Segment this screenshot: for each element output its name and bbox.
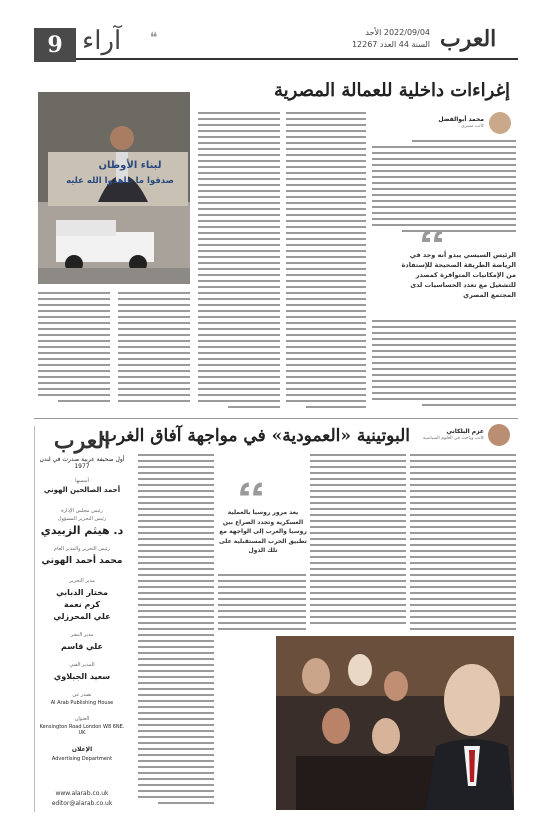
photo-banner-line2: صدقوا ما عاهدوا الله عليه <box>66 176 174 186</box>
article1-headline: إغراءات داخلية للعمالة المصرية <box>274 80 510 101</box>
article1-column-1-top <box>372 138 516 238</box>
text-lines-placeholder <box>198 110 280 414</box>
article1-photo <box>38 92 190 284</box>
masthead-logo: العرب <box>440 26 497 52</box>
text-lines-placeholder <box>310 450 406 632</box>
pull-quote-icon <box>238 480 264 498</box>
imprint-masthead: العرب <box>53 428 111 454</box>
text-lines-placeholder <box>372 138 516 238</box>
imprint-publisher: Al Arab Publishing House <box>50 700 114 706</box>
article2-pull-quote: يعد مرور روسيا بالعملية العسكرية وتجدد الصراع بين روسيا والغرب إلى الواجهة مع تطبيق الحرب المستقبلية على تلك الدول <box>219 509 307 554</box>
article-divider <box>34 418 518 419</box>
author2-name: عزم البلكاني <box>446 428 484 435</box>
imprint-address-title: العنوان <box>74 716 90 722</box>
issue-date: 2022/09/04 الأحد <box>365 28 430 37</box>
imprint-art-title: المدير الفني <box>69 662 95 668</box>
pull-quote-icon <box>420 228 444 244</box>
sisi-pickup-photo-illustration <box>38 92 190 284</box>
imprint-design-title: مدير النشر <box>70 632 94 638</box>
header-rule <box>34 58 518 60</box>
page-number-box: 9 <box>34 28 76 62</box>
imprint-editor: محمد أحمد الهوني <box>41 556 123 566</box>
photo-banner-line1: لبناء الأوطان <box>98 160 162 171</box>
imprint-chair-title: رئيس مجلس الإدارة <box>61 508 103 514</box>
article1-column-1-bottom <box>372 318 516 414</box>
imprint-design: علي قاسم <box>61 642 103 651</box>
section-title: آراء <box>82 26 122 56</box>
imprint-deputy-1: مختار الدبابي <box>56 588 108 597</box>
article1-column-4 <box>38 290 190 414</box>
putin-wax-figures-illustration <box>276 636 514 810</box>
article1-column-2 <box>286 110 366 414</box>
text-lines-placeholder <box>286 110 366 414</box>
imprint-deputy-title: مدير التحرير <box>69 578 95 584</box>
article1-pull-quote: الرئيس السيسي يبدو أنه وجد في الرياضة الطريقة الصحيحة للإستفادة من الإمكانيات المتوافرة كمصدر للتشغيل مع تعدد الحساسيات لدى المجتمع المصري <box>401 251 516 299</box>
imprint-ads-title: الإعلان <box>71 746 93 753</box>
quote-marks-icon: ❝ <box>150 30 158 46</box>
imprint-art: سعيد الجبلاوي <box>53 672 111 681</box>
text-lines-placeholder <box>372 318 516 414</box>
text-lines-placeholder <box>38 290 190 414</box>
imprint-chair: د. هيثم الزبيدي <box>40 524 124 537</box>
imprint-publisher-title: تصدر عن <box>72 692 92 698</box>
imprint-deputy-3: علي المحرزلي <box>53 612 111 621</box>
article2-column-2 <box>310 450 406 632</box>
article2-column-4 <box>138 450 214 810</box>
author1-name: محمد أبوالفضل <box>438 116 484 123</box>
article2-photo <box>276 636 514 810</box>
author2-avatar <box>488 424 510 446</box>
imprint-founder-title: أسسها <box>75 478 89 484</box>
author1-role: كاتب مصري <box>461 124 484 129</box>
imprint-chair-subtitle: رئيس التحرير المسؤول <box>57 516 107 522</box>
text-lines-placeholder <box>138 450 214 810</box>
imprint-founder: أحمد الصالحين الهوني <box>43 486 121 494</box>
author2-role: كاتب وباحث في العلوم السياسية <box>422 436 484 441</box>
article2-headline: البوتينية «العمودية» في مواجهة آفاق الغرب <box>100 426 410 446</box>
imprint-email-link[interactable]: editor@alarab.co.uk <box>51 800 113 807</box>
imprint-website-link[interactable]: www.alarab.co.uk <box>55 790 109 797</box>
article1-column-3 <box>198 110 280 414</box>
author1-avatar <box>489 112 511 134</box>
imprint-deputy-2: كرم نعمة <box>63 600 100 609</box>
imprint-address: Kensington Road London W8 6NE. UK <box>39 724 125 736</box>
imprint-editor-title: رئيس التحرير والمدير العام <box>54 546 110 552</box>
imprint-ads: Advertising Department <box>51 756 113 762</box>
issue-number: السنة 44 العدد 12267 <box>351 40 430 49</box>
imprint-founded: أول صحيفة عربية صدرت في لندن 1977 <box>39 456 125 470</box>
